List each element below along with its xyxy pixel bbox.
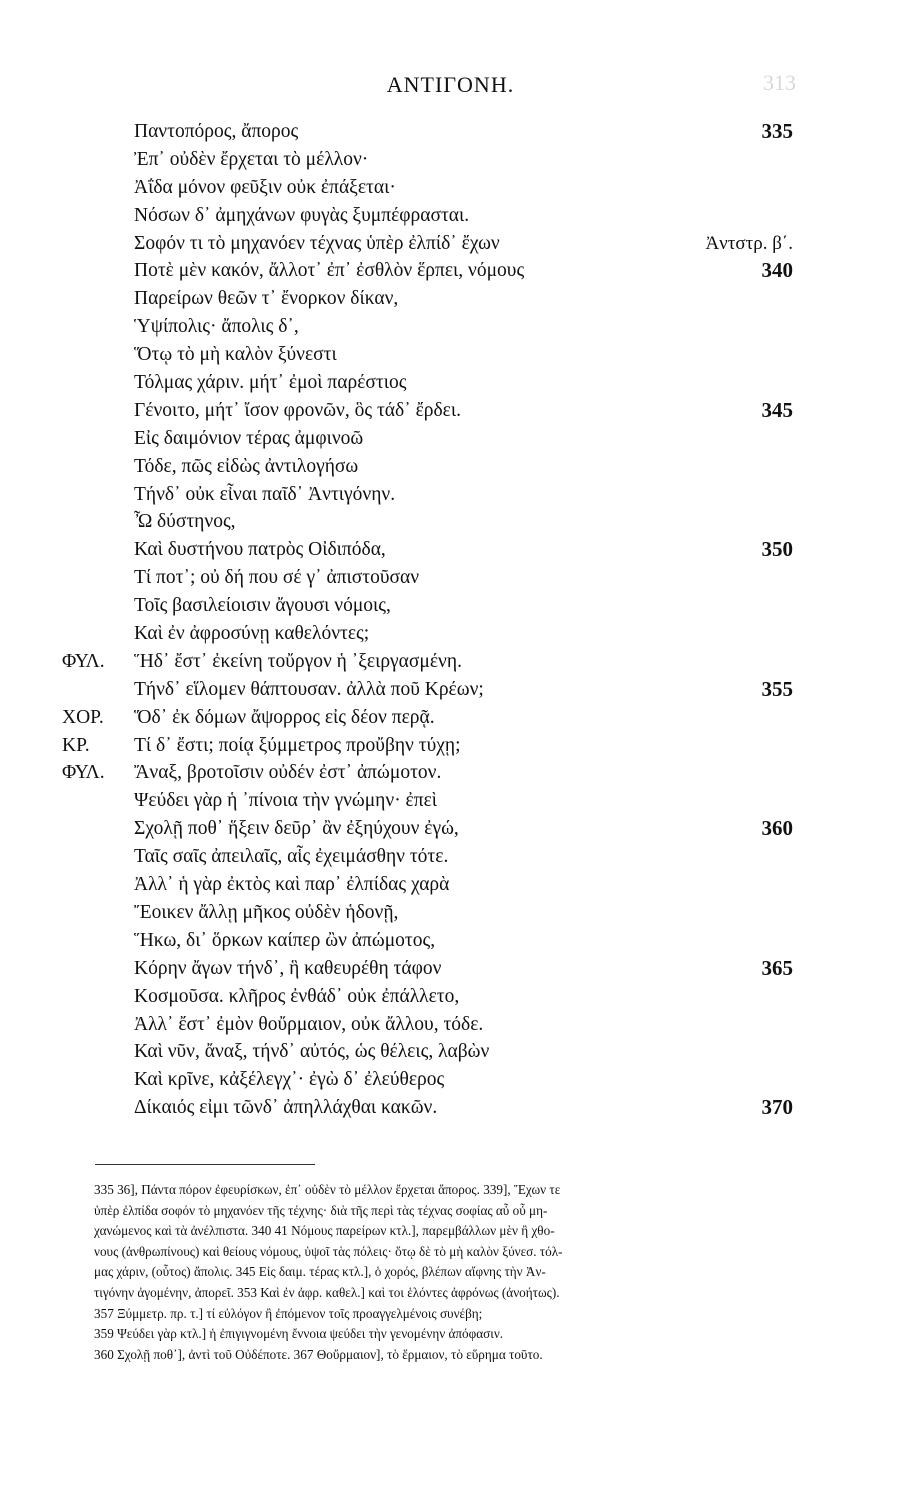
verse-line: [0, 815, 901, 843]
verse-text: Σχολῇ ποθ᾽ ἥξειν δεῦρ᾽ ἂν ἐξηύχουν ἐγώ,: [134, 818, 459, 840]
verse-text: Εἰς δαιμόνιον τέρας ἀμφινοῶ: [134, 427, 364, 449]
verse-text: Ὑψίπολις· ἄπολις δ᾽,: [134, 316, 299, 338]
verse-line: [0, 620, 901, 648]
verse-text: Κόρην ἄγων τήνδ᾽, ἣ καθευρέθη τάφον: [134, 957, 442, 979]
verse-line: [0, 759, 901, 787]
verse-line: [0, 425, 901, 453]
footnote-line: τιγόνην ἀγομένην, ἀπορεῖ. 353 Καὶ ἐν ἀφρ. καθελ.] καὶ τοι ἑλόντες ἀφρόνως (ἀνοήτως).: [94, 1284, 560, 1300]
verse-line: [0, 871, 901, 899]
verse-text: Καὶ δυστήνου πατρὸς Οἰδιπόδα,: [134, 539, 386, 561]
verse-line: [0, 732, 901, 760]
verse-text: Καὶ νῦν, ἄναξ, τήνδ᾽ αὐτός, ὡς θέλεις, λαβὼν: [134, 1041, 490, 1063]
verse-text: Δίκαιός εἰμι τῶνδ᾽ ἀπηλλάχθαι κακῶν.: [134, 1097, 438, 1119]
line-number: 370: [761, 1095, 793, 1120]
verse-line: [0, 676, 901, 704]
verse-line: [0, 927, 901, 955]
verse-line: [0, 285, 901, 313]
verse-line: [0, 1066, 901, 1094]
verse-text: Ἀΐδα μόνον φεῦξιν οὐκ ἐπάξεται·: [134, 176, 396, 198]
verse-line: [0, 899, 901, 927]
verse-line: [0, 230, 901, 258]
footnote-line: 335 36], Πάντα πόρον ἐφευρίσκων, ἐπ᾽ οὐδὲν τὸ μέλλον ἔρχεται ἄπορος. 339], Ἔχων τε: [94, 1182, 561, 1197]
verse-text: Ἀλλ᾽ ἡ γὰρ ἐκτὸς καὶ παρ᾽ ἐλπίδας χαρὰ: [134, 874, 450, 896]
verse-text: Γένοιτο, μήτ᾽ ἴσον φρονῶν, ὃς τάδ᾽ ἔρδει.: [134, 399, 461, 421]
verse-line: [0, 508, 901, 536]
line-number: 340: [761, 258, 793, 283]
verse-text: Ἥκω, δι᾽ ὅρκων καίπερ ὢν ἀπώμοτος,: [134, 929, 436, 951]
speaker-label: ΦΥΛ.: [62, 762, 105, 784]
footnote-line: χανώμενος καὶ τὰ ἀνέλπιστα. 340 41 Νόμους παρείρων κτλ.], παρεμβάλλων μὲν ἢ χθο-: [94, 1223, 555, 1239]
line-number: 360: [761, 816, 793, 841]
verse-text: Ποτὲ μὲν κακόν, ἄλλοτ᾽ ἐπ᾽ ἐσθλὸν ἕρπει, νόμους: [134, 260, 525, 282]
verse-line: [0, 341, 901, 369]
verse-text: Τί δ᾽ ἔστι; ποίᾳ ξύμμετρος προὔβην τύχῃ;: [134, 734, 461, 756]
verse-text: Ταῖς σαῖς ἀπειλαῖς, αἷς ἐχειμάσθην τότε.: [134, 846, 449, 868]
verse-line: [0, 1094, 901, 1122]
verse-line: [0, 704, 901, 732]
verse-text: Τόλμας χάριν. μήτ᾽ ἐμοὶ παρέστιος: [134, 372, 407, 394]
verse-line: [0, 146, 901, 174]
verse-text: Ὅδ᾽ ἐκ δόμων ἄψορρος εἰς δέον περᾷ.: [134, 706, 435, 728]
line-number: 355: [761, 676, 793, 701]
verse-line: [0, 955, 901, 983]
verse-line: [0, 257, 901, 285]
footnote-line: 360 Σχολῇ ποθ᾽], ἀντὶ τοῦ Οὐδέποτε. 367 Θοὔρμαιον], τὸ ἕρμαιον, τὸ εὕρημα τοῦτο.: [94, 1346, 543, 1362]
strophe-marker: Ἀντστρ. β΄.: [705, 232, 793, 254]
verse-line: [0, 453, 901, 481]
footnotes: [94, 1180, 796, 1365]
verse-text: Ἄναξ, βροτοῖσιν οὐδέν ἐστ᾽ ἀπώμοτον.: [134, 762, 442, 784]
footnote-rule: [95, 1164, 315, 1165]
line-number: 350: [761, 537, 793, 562]
verse-block: [0, 118, 901, 1122]
verse-text: Ψεύδει γὰρ ἡ ᾽πίνοια τὴν γνώμην· ἐπεὶ: [134, 790, 438, 812]
verse-text: Ἥδ᾽ ἔστ᾽ ἐκείνη τοὔργον ἡ ᾽ξειργασμένη.: [134, 650, 462, 672]
footnote-line: ὑπὲρ ἐλπίδα σοφόν τὸ μηχανόεν τῆς τέχνης· διὰ τῆς περὶ τὰς τέχνας σοφίας αὖ οὖ μη-: [94, 1202, 548, 1218]
verse-text: Ἐπ᾽ οὐδὲν ἔρχεται τὸ μέλλον·: [134, 148, 369, 170]
verse-text: Καὶ κρῖνε, κἀξέλεγχ᾽· ἐγὼ δ᾽ ἐλεύθερος: [134, 1069, 445, 1091]
verse-line: [0, 536, 901, 564]
speaker-label: ΚΡ.: [62, 734, 90, 756]
verse-text: Ἔοικεν ἄλλῃ μῆκος οὐδὲν ἡδονῇ,: [134, 901, 399, 923]
verse-line: [0, 648, 901, 676]
verse-line: [0, 843, 901, 871]
verse-text: Τήνδ᾽ εἵλομεν θάπτουσαν. ἀλλὰ ποῦ Κρέων;: [134, 678, 484, 700]
verse-line: [0, 313, 901, 341]
footnote-line: 357 Ξύμμετρ. πρ. τ.] τί εὐλόγον ἢ ἐπόμενον τοῖς προαγγελμένοις συνέβη;: [94, 1305, 483, 1321]
verse-text: Καὶ ἐν ἀφροσύνῃ καθελόντες;: [134, 623, 370, 645]
verse-line: [0, 397, 901, 425]
verse-line: [0, 369, 901, 397]
verse-line: [0, 118, 901, 146]
verse-line: [0, 1038, 901, 1066]
footnote-line: 359 Ψεύδει γὰρ κτλ.] ἡ ἐπιγιγνομένη ἔννοια ψεύδει τὴν γενομένην ἀπόφασιν.: [94, 1326, 504, 1342]
verse-text: Ἀλλ᾽ ἔστ᾽ ἐμὸν θοὔρμαιον, οὐκ ἄλλου, τόδε.: [134, 1013, 484, 1035]
line-number: 335: [761, 119, 793, 143]
speaker-label: ΦΥΛ.: [62, 650, 105, 672]
verse-line: [0, 983, 901, 1011]
verse-text: Σοφόν τι τὸ μηχανόεν τέχνας ὑπὲρ ἐλπίδ᾽ ἔχων: [134, 232, 500, 254]
running-header-title: ΑΝΤΙΓΟΝΗ.: [386, 72, 515, 97]
verse-line: [0, 787, 901, 815]
footnote-line: νους (ἀνθρωπίνους) καὶ θείους νόμους, ὑψοῖ τὰς πόλεις· ὅτῳ δὲ τὸ μὴ καλὸν ξύνεσ. τόλ-: [94, 1243, 563, 1259]
verse-text: Νόσων δ᾽ ἀμηχάνων φυγὰς ξυμπέφρασται.: [134, 204, 470, 226]
verse-text: Τί ποτ᾽; οὐ δή που σέ γ᾽ ἀπιστοῦσαν: [134, 567, 420, 589]
verse-text: Τοῖς βασιλείοισιν ἄγουσι νόμοις,: [134, 595, 391, 617]
verse-text: Ὅτῳ τὸ μὴ καλὸν ξύνεστι: [134, 344, 337, 366]
footnote-line: μας χάριν, (οὗτος) ἄπολις. 345 Εἰς δαιμ. τέρας κτλ.], ὁ χορός, βλέπων αἴφνης τὴν Ἀν-: [94, 1264, 546, 1280]
verse-text: Παρείρων θεῶν τ᾽ ἔνορκον δίκαν,: [134, 288, 399, 310]
verse-text: Κοσμοῦσα. κλῆρος ἐνθάδ᾽ οὐκ ἐπάλλετο,: [134, 985, 460, 1007]
verse-line: [0, 481, 901, 509]
verse-text: Τόδε, πῶς εἰδὼς ἀντιλογήσω: [134, 455, 359, 477]
verse-text: Τήνδ᾽ οὐκ εἶναι παῖδ᾽ Ἀντιγόνην.: [134, 483, 396, 505]
verse-line: [0, 1011, 901, 1039]
speaker-label: ΧΟΡ.: [62, 706, 104, 728]
verse-text: Ὦ δύστηνος,: [134, 511, 236, 533]
verse-line: [0, 592, 901, 620]
line-number: 365: [761, 955, 793, 980]
verse-line: [0, 202, 901, 230]
page-number: 313: [763, 70, 796, 95]
line-number: 345: [761, 397, 793, 422]
verse-text: Παντοπόρος, ἄπορος: [134, 121, 299, 142]
verse-line: [0, 564, 901, 592]
verse-line: [0, 174, 901, 202]
